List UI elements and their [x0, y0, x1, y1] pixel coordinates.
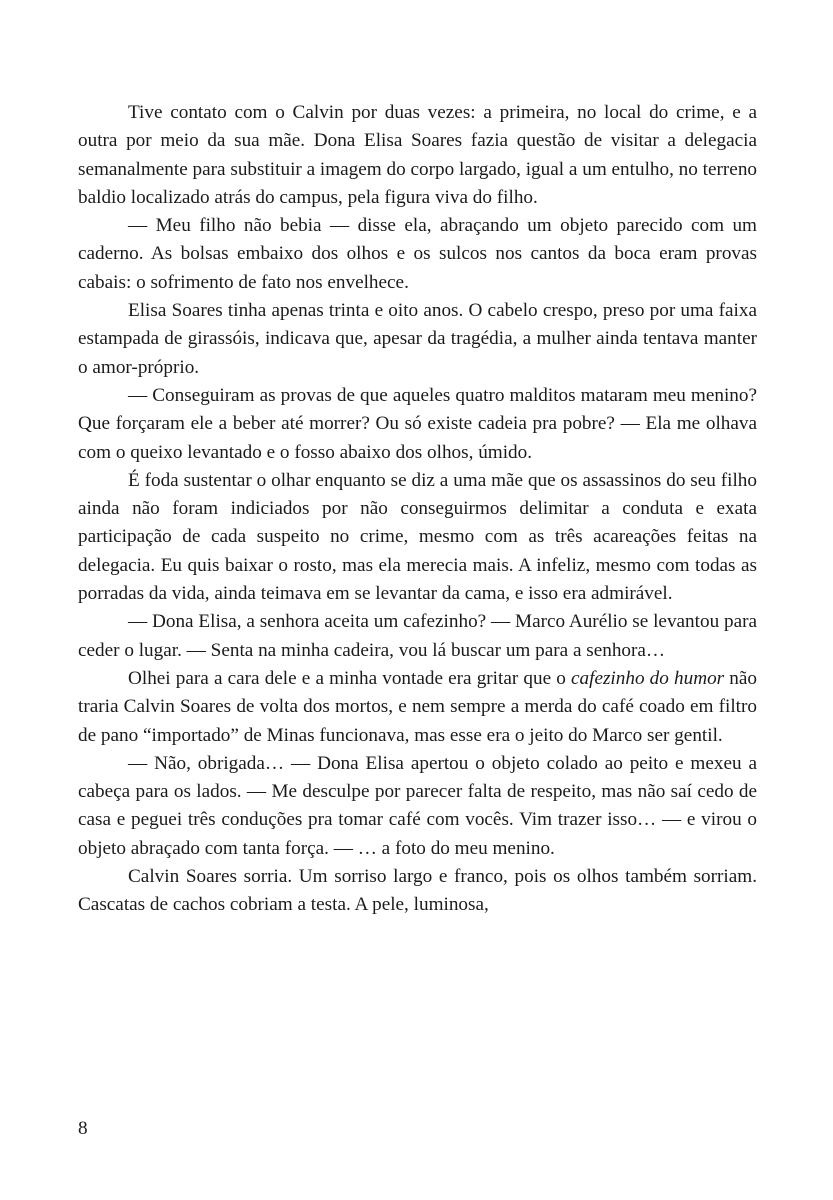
paragraph-9: Calvin Soares sorria. Um sorriso largo e franco, pois os olhos também sorriam. Cascatas de cachos cobriam a testa. A pele, luminosa, [78, 866, 757, 916]
paragraph-1: Tive contato com o Calvin por duas vezes: a primeira, no local do crime, e a outra por meio da sua mãe. Dona Elisa Soares fazia questão de visitar a delegacia semanalmente para substituir a imagem do corpo largado, igual a um entulho, no terreno baldio localizado atrás do campus, pela figura viva do filho. [78, 102, 758, 208]
paragraph-8: — Não, obrigada… — Dona Elisa apertou o objeto colado ao peito e mexeu a cabeça para os lados. — Me desculpe por parecer falta de respeito, mas não saí cedo de casa e peguei três conduções pra tomar café com vocês. Vim trazer isso… — e virou o objeto abraçado com tanta força. — … a foto do meu menino. [78, 752, 757, 859]
paragraph-7-end: não traria Calvin Soares de volta dos mortos, e nem sempre a merda do café coado em filtro de pano “importado” de Minas funcionava, mas esse era o jeito do Marco ser gentil. [78, 667, 757, 746]
page-number: 8 [78, 1118, 88, 1139]
paragraph-3: Elisa Soares tinha apenas trinta e oito anos. O cabelo crespo, preso por uma faixa estampada de girassóis, indicava que, apesar da tragédia, a mulher ainda tentava manter o amor-próprio. [78, 300, 757, 378]
paragraph-7-start: Olhei para a cara dele e a minha vontade era gritar que o [128, 667, 571, 689]
paragraph-7 [78, 665, 757, 750]
paragraph-7-italic: cafezinho do humor [571, 667, 725, 689]
paragraph-6: — Dona Elisa, a senhora aceita um cafezinho? — Marco Aurélio se levantou para ceder o lugar. — Senta na minha cadeira, vou lá buscar um para a senhora… [78, 611, 757, 661]
body-text [78, 99, 757, 920]
paragraph-2: — Meu filho não bebia — disse ela, abraçando um objeto parecido com um caderno. As bolsas embaixo dos olhos e os sulcos nos cantos da boca eram provas cabais: o sofrimento de fato nos envelhece. [78, 215, 757, 293]
paragraph-4: — Conseguiram as provas de que aqueles quatro malditos mataram meu menino? Que forçaram ele a beber até morrer? Ou só existe cadeia pra pobre? — Ela me olhava com o queixo levantado e o fosso abaixo dos olhos, úmido. [78, 384, 757, 463]
paragraph-5: É foda sustentar o olhar enquanto se diz a uma mãe que os assassinos do seu filho ainda não foram indiciados por não conseguirmos delimitar a conduta e exata participação de cada suspeito no crime, mesmo com as três acareações feitas na delegacia. Eu quis baixar o rosto, mas ela merecia mais. A infeliz, mesmo com todas as porradas da vida, ainda teimava em se levantar da cama, e isso era admirável. [78, 469, 757, 605]
